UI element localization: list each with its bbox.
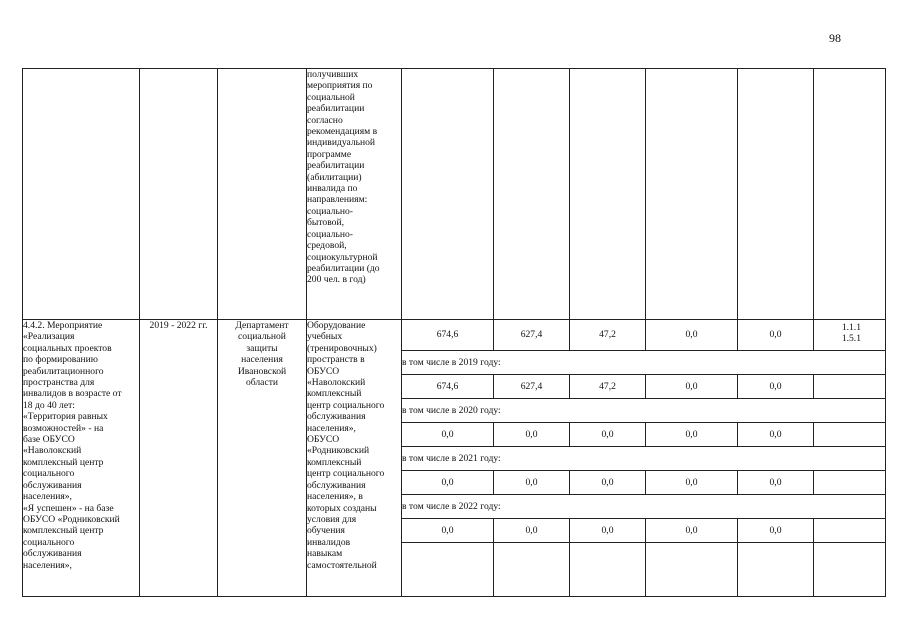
year-value-cell: 0,0 — [646, 471, 738, 495]
cell-empty — [218, 69, 307, 320]
cell-empty — [814, 69, 886, 320]
year-value-cell: 0,0 — [738, 519, 814, 543]
cell-empty — [494, 543, 570, 597]
table-row-total — [23, 320, 886, 351]
year-value-cell: 0,0 — [402, 471, 494, 495]
cell-empty — [646, 543, 738, 597]
year-value-cell: 0,0 — [570, 519, 646, 543]
total-value-cell: 47,2 — [570, 320, 646, 351]
total-value-cell: 674,6 — [402, 320, 494, 351]
year-value-cell: 0,0 — [738, 471, 814, 495]
year-value-cell: 0,0 — [570, 423, 646, 447]
year-value-cell: 0,0 — [494, 471, 570, 495]
program-table — [22, 68, 886, 597]
year-value-cell: 627,4 — [494, 375, 570, 399]
year-value-cell: 0,0 — [738, 375, 814, 399]
year-value-cell: 0,0 — [494, 423, 570, 447]
year-value-cell: 0,0 — [402, 519, 494, 543]
executor-cell: Департамент социальной защиты населения Ивановской области — [218, 320, 307, 597]
cell-empty — [140, 69, 218, 320]
year-label-cell: в том числе в 2019 году: — [402, 351, 886, 375]
measure-name-cell: 4.4.2. Мероприятие «Реализация социальных проектов по формированию реабилитационного пространства для инвалидов в возрасте от 18 до 40 лет: «Территория равных возможностей» - на базе ОБУСО «Наволокский комплексный центр социального обслуживания населения», «Я успешен» - на базе ОБУСО «Родниковский комплексный центр социального обслуживания населения», — [23, 320, 140, 597]
period-cell: 2019 - 2022 гг. — [140, 320, 218, 597]
year-value-cell: 0,0 — [738, 423, 814, 447]
cell-empty — [646, 69, 738, 320]
year-value-cell: 0,0 — [646, 423, 738, 447]
cell-empty — [494, 69, 570, 320]
cell-empty — [738, 543, 814, 597]
indicator-codes-cell: 1.1.1 1.5.1 — [814, 320, 886, 351]
cell-empty — [402, 543, 494, 597]
page-number: 98 — [829, 31, 841, 45]
year-value-cell: 0,0 — [646, 519, 738, 543]
year-value-cell: 0,0 — [646, 375, 738, 399]
total-value-cell: 627,4 — [494, 320, 570, 351]
cell-empty — [814, 375, 886, 399]
year-value-cell: 47,2 — [570, 375, 646, 399]
total-value-cell: 0,0 — [646, 320, 738, 351]
year-value-cell: 674,6 — [402, 375, 494, 399]
cell-empty — [814, 423, 886, 447]
year-value-cell: 0,0 — [402, 423, 494, 447]
total-value-cell: 0,0 — [738, 320, 814, 351]
cell-empty — [814, 543, 886, 597]
year-value-cell: 0,0 — [570, 471, 646, 495]
cell-empty — [814, 471, 886, 495]
year-label-cell: в том числе в 2022 году: — [402, 495, 886, 519]
year-value-cell: 0,0 — [494, 519, 570, 543]
cell-empty — [570, 543, 646, 597]
table-row-continuation — [23, 69, 886, 320]
cell-empty — [23, 69, 140, 320]
year-label-cell: в том числе в 2020 году: — [402, 399, 886, 423]
cell-empty — [402, 69, 494, 320]
year-label-cell: в том числе в 2021 году: — [402, 447, 886, 471]
cell-empty — [738, 69, 814, 320]
result-cell: Оборудование учебных (тренировочных) пространств в ОБУСО «Наволокский комплексный центр социального обслуживания населения», ОБУСО «Родниковский комплексный центр социального обслуживания населения», в которых созданы условия для обучения инвалидов навыкам самостоятельной — [307, 320, 402, 597]
cell-empty — [814, 519, 886, 543]
indicator-text-cell: получивших мероприятия по социальной реабилитации согласно рекомендациям в индивидуальной программе реабилитации (абилитации) инвалида по направлениям: социально- бытовой, социально- средовой, социокультурной реабилитации (до 200 чел. в год) — [307, 69, 402, 320]
cell-empty — [570, 69, 646, 320]
